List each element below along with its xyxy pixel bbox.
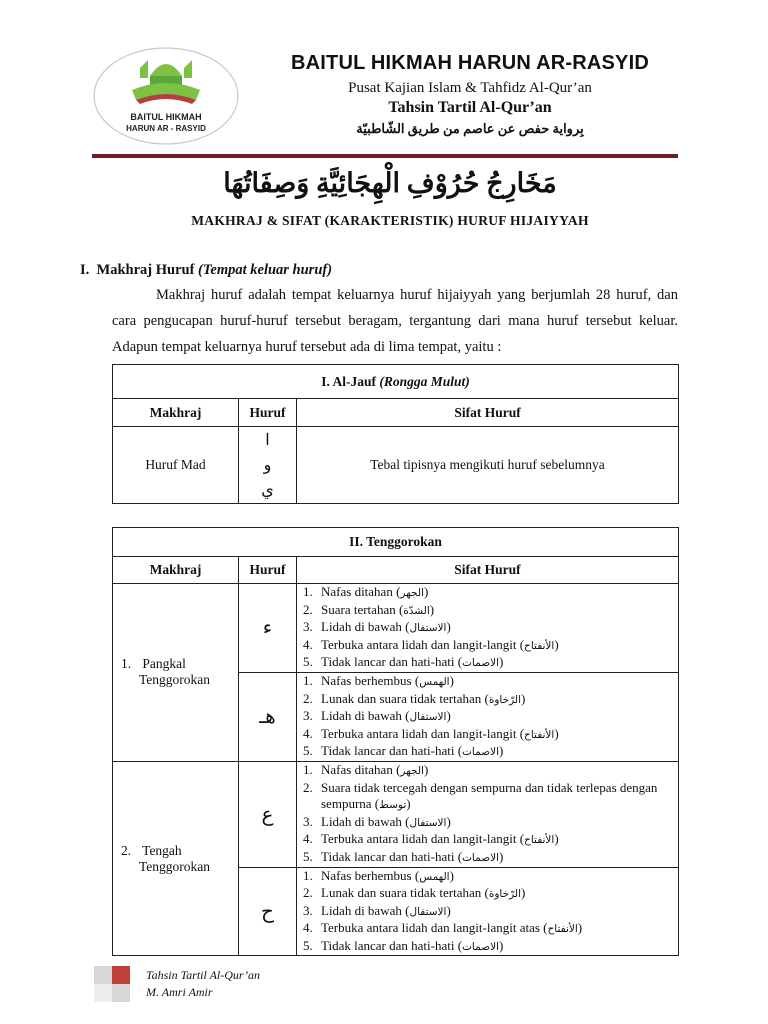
section-subtitle: (Tempat keluar huruf)	[198, 262, 333, 278]
sifat-close: )	[446, 813, 451, 829]
sifat-arabic-term: الاصمات	[462, 746, 500, 759]
sifat-item	[303, 584, 678, 602]
sifat-cell: Tebal tipisnya mengikuti huruf sebelumnya	[297, 427, 679, 504]
huruf-letter: ح	[239, 867, 297, 956]
sifat-text-wrap	[321, 849, 678, 867]
sifat-text: Terbuka antara lidah dan langit-langit atas (	[321, 920, 548, 936]
makhraj-name-line1: Tengah	[142, 842, 182, 858]
logo-text-line1: BAITUL HIKMAH	[130, 112, 202, 122]
sifat-item	[303, 831, 678, 849]
sifat-cell	[297, 584, 679, 673]
sifat-text: Tidak lancar dan hati-hati (	[321, 937, 463, 953]
sifat-text: Lunak dan suara tidak tertahan (	[321, 885, 489, 901]
sifat-text-wrap	[321, 831, 678, 849]
sifat-item	[303, 654, 678, 672]
sifat-text: Lidah di bawah (	[321, 619, 410, 635]
sifat-text: Terbuka antara lidah dan langit-langit (	[321, 725, 525, 741]
sifat-arabic-term: الاصمات	[462, 657, 500, 670]
sifat-text-wrap	[321, 602, 678, 620]
makhraj-heading	[121, 843, 238, 859]
sifat-arabic-term: الرّخاوة	[488, 888, 522, 901]
arabic-heading: مَخَارِجُ حُرُوْفِ الْهِجَائِيَّةِ وَصِفَاتُهَا	[223, 168, 557, 198]
sifat-text-wrap	[321, 903, 678, 921]
col-header-sifat: Sifat Huruf	[297, 399, 679, 427]
sifat-close: )	[429, 601, 435, 617]
sifat-number: 5.	[303, 743, 313, 759]
huruf-letter: ع	[239, 761, 297, 867]
makhraj-name-line2: Tenggorokan	[139, 672, 211, 688]
sifat-cell	[297, 672, 679, 761]
makhraj-name-line1: Pangkal	[142, 656, 186, 672]
sifat-number: 4.	[303, 725, 313, 741]
huruf-letter: و	[263, 456, 272, 474]
sifat-text-wrap	[321, 673, 678, 691]
sifat-arabic-term: الأنفتاح	[524, 728, 555, 741]
sifat-text: Terbuka antara lidah dan langit-langit (	[321, 636, 525, 652]
sifat-text-wrap	[321, 938, 678, 956]
sifat-text: Tidak lancar dan hati-hati (	[321, 848, 463, 864]
sifat-arabic-term: الأنفتاح	[524, 639, 555, 652]
sifat-arabic-term: الأنفتاح	[524, 834, 555, 847]
huruf-letter: ء	[239, 584, 297, 673]
organization-subtitle: Pusat Kajian Islam & Tahfidz Al-Qur’an	[348, 80, 592, 96]
sifat-text: Lidah di bawah (	[321, 813, 410, 829]
sifat-arabic-term: الهمس	[419, 870, 450, 883]
col-header-makhraj: Makhraj	[113, 399, 239, 427]
makhraj-cell: Huruf Mad	[113, 427, 239, 504]
sifat-cell	[297, 867, 679, 956]
sifat-number: 2.	[303, 690, 313, 706]
header-divider	[92, 154, 678, 158]
sifat-item	[303, 691, 678, 709]
sifat-text-wrap	[321, 619, 678, 637]
sifat-item	[303, 849, 678, 867]
sifat-number: 5.	[303, 937, 313, 953]
sifat-close: )	[446, 708, 451, 724]
sifat-text-wrap	[321, 654, 678, 672]
sifat-text: Nafas berhembus (	[321, 867, 420, 883]
sifat-item	[303, 780, 678, 814]
col-header-huruf: Huruf	[239, 399, 297, 427]
sifat-item	[303, 814, 678, 832]
huruf-letter: ي	[261, 482, 274, 500]
section-title: Makhraj Huruf	[96, 262, 195, 278]
document-title: MAKHRAJ & SIFAT (KARAKTERISTIK) HURUF HIJAIYYAH	[191, 213, 589, 228]
sifat-item	[303, 743, 678, 761]
footer-square	[94, 984, 112, 1002]
makhraj-cell	[113, 584, 239, 762]
course-title: Tahsin Tartil Al-Qur’an	[388, 99, 552, 116]
sifat-arabic-term: الاستفال	[409, 622, 447, 635]
section-number: I.	[80, 262, 90, 278]
sifat-number: 5.	[303, 848, 313, 864]
sifat-close: )	[423, 761, 429, 777]
sifat-text: Lunak dan suara tidak tertahan (	[321, 690, 489, 706]
makhraj-cell	[113, 761, 239, 956]
sifat-item	[303, 602, 678, 620]
sifat-item	[303, 673, 678, 691]
huruf-cell	[239, 427, 297, 504]
sifat-text-wrap	[321, 726, 678, 744]
sifat-item	[303, 762, 678, 780]
sifat-close: )	[446, 619, 451, 635]
table-tenggorokan	[112, 527, 679, 956]
sifat-number: 1.	[303, 867, 313, 883]
footer-course: Tahsin Tartil Al-Qur’an	[146, 968, 261, 982]
sifat-text: Nafas ditahan (	[321, 584, 401, 599]
sifat-arabic-term: الاصمات	[462, 851, 500, 864]
sifat-close: )	[499, 743, 504, 759]
sifat-item	[303, 920, 678, 938]
organization-title: BAITUL HIKMAH HARUN AR-RASYID	[290, 52, 649, 74]
sifat-text: Tidak lancar dan hati-hati (	[321, 654, 463, 670]
sifat-item	[303, 868, 678, 886]
sifat-text-wrap	[321, 691, 678, 709]
sifat-close: )	[423, 584, 429, 599]
table-title-italic: (Rongga Mulut)	[379, 373, 470, 389]
table-row	[113, 584, 679, 673]
sifat-number: 5.	[303, 654, 313, 670]
sifat-close: )	[406, 796, 411, 812]
sifat-text-wrap	[321, 708, 678, 726]
table-title: II. Tenggorokan	[113, 528, 679, 557]
sifat-text: Nafas berhembus (	[321, 672, 420, 688]
sifat-item	[303, 726, 678, 744]
sifat-close: )	[446, 902, 451, 918]
sifat-close: )	[554, 636, 559, 652]
footer-square-accent	[112, 966, 130, 984]
sifat-arabic-term: الاصمات	[462, 940, 500, 953]
footer-square	[112, 984, 130, 1002]
sifat-text: Suara tertahan (	[321, 601, 404, 617]
sifat-close: )	[499, 848, 504, 864]
huruf-letter: هـ	[239, 672, 297, 761]
sifat-text-wrap	[321, 762, 678, 780]
sifat-number: 2.	[303, 885, 313, 901]
sifat-close: )	[449, 672, 454, 688]
footer-author: M. Amri Amir	[146, 985, 213, 999]
footer-square	[94, 966, 112, 984]
sifat-number: 4.	[303, 636, 313, 652]
table-al-jauf	[112, 364, 679, 504]
riwayah-line: بِرواية حفص عن عاصم من طريق الشّاطبيّة	[356, 121, 584, 136]
sifat-text: Nafas ditahan (	[321, 761, 401, 777]
sifat-close: )	[521, 885, 526, 901]
makhraj-name: 1.	[121, 656, 132, 672]
col-header-sifat: Sifat Huruf	[297, 557, 679, 584]
makhraj-name: 2.	[121, 842, 132, 858]
sifat-number: 3.	[303, 813, 313, 829]
sifat-text-wrap	[321, 584, 678, 602]
sifat-text: Lidah di bawah (	[321, 708, 410, 724]
sifat-number: 4.	[303, 831, 313, 847]
sifat-arabic-term: الهمس	[419, 675, 450, 688]
sifat-item	[303, 708, 678, 726]
section-heading	[80, 262, 332, 279]
sifat-text: Tidak lancar dan hati-hati (	[321, 743, 463, 759]
sifat-arabic-term: الرّخاوة	[488, 693, 522, 706]
sifat-item	[303, 903, 678, 921]
sifat-text: Lidah di bawah (	[321, 902, 410, 918]
sifat-arabic-term: الاستفال	[409, 905, 447, 918]
sifat-arabic-term: الأنفتاح	[547, 923, 578, 936]
sifat-number: 2.	[303, 779, 313, 795]
sifat-number: 4.	[303, 920, 313, 936]
huruf-letter: ا	[265, 431, 270, 449]
sifat-item	[303, 619, 678, 637]
intro-paragraph: Makhraj huruf adalah tempat keluarnya huruf hijaiyyah yang berjumlah 28 huruf, dan cara pengucapan huruf-huruf tersebut beragam, tergantung dari mana huruf tersebut keluar. Adapun tempat keluarnya huruf tersebut ada di lima tempat, yaitu :	[112, 287, 678, 355]
sifat-text-wrap	[321, 920, 678, 938]
sifat-number: 3.	[303, 619, 313, 635]
sifat-arabic-term: توسط	[379, 799, 407, 812]
sifat-text-wrap	[321, 743, 678, 761]
logo-text-line2: HARUN AR - RASYID	[126, 124, 206, 133]
sifat-number: 1.	[303, 672, 313, 688]
table-row	[113, 761, 679, 867]
sifat-arabic-term: الشدّة	[403, 604, 430, 617]
sifat-close: )	[499, 654, 504, 670]
col-header-makhraj: Makhraj	[113, 557, 239, 584]
sifat-number: 2.	[303, 601, 313, 617]
sifat-number: 1.	[303, 761, 313, 777]
sifat-close: )	[499, 937, 504, 953]
sifat-close: )	[554, 831, 559, 847]
sifat-arabic-term: الاستفال	[409, 711, 447, 724]
makhraj-name-line2: Tenggorokan	[139, 858, 211, 874]
sifat-item	[303, 938, 678, 956]
table-title-text: I. Al-Jauf	[321, 373, 376, 389]
col-header-huruf: Huruf	[239, 557, 297, 584]
sifat-arabic-term: الاستفال	[409, 816, 447, 829]
sifat-arabic-term: الجهر	[400, 764, 424, 777]
table-title	[113, 365, 679, 399]
makhraj-heading	[121, 656, 238, 672]
sifat-text-wrap	[321, 780, 678, 814]
sifat-close: )	[554, 725, 559, 741]
sifat-text-wrap	[321, 637, 678, 655]
sifat-item	[303, 637, 678, 655]
sifat-text-wrap	[321, 885, 678, 903]
sifat-text: Suara tidak tercegah dengan sempurna dan tidak terlepas dengan sempurna (	[321, 779, 658, 812]
sifat-close: )	[449, 867, 454, 883]
sifat-text-wrap	[321, 868, 678, 886]
sifat-number: 3.	[303, 902, 313, 918]
sifat-cell	[297, 761, 679, 867]
sifat-text-wrap	[321, 814, 678, 832]
sifat-number: 1.	[303, 584, 313, 599]
organization-logo	[92, 46, 240, 146]
sifat-text: Terbuka antara lidah dan langit-langit (	[321, 831, 525, 847]
sifat-close: )	[521, 690, 526, 706]
sifat-arabic-term: الجهر	[400, 587, 424, 599]
sifat-number: 3.	[303, 708, 313, 724]
sifat-close: )	[577, 920, 583, 936]
sifat-item	[303, 885, 678, 903]
